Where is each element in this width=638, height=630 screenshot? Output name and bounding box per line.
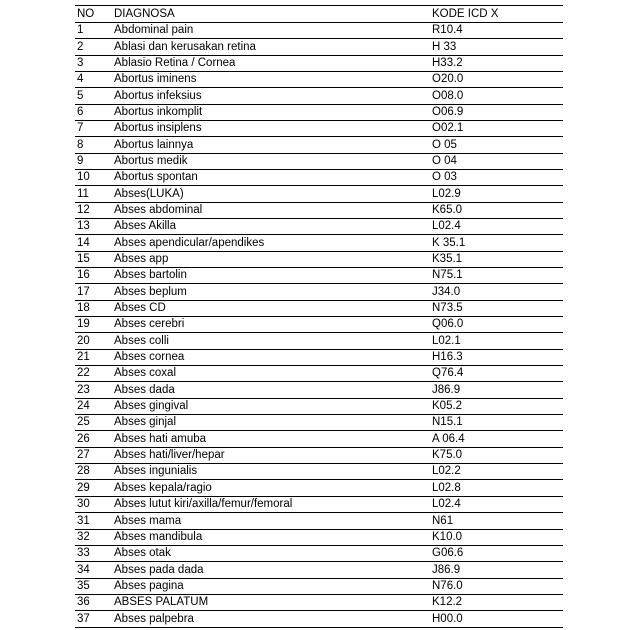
row-no: 11 xyxy=(75,186,112,202)
row-no: 14 xyxy=(75,235,112,251)
row-no: 12 xyxy=(75,202,112,218)
row-diagnosa: Abortus infeksius xyxy=(112,88,430,104)
row-no: 18 xyxy=(75,300,112,316)
row-diagnosa: Abses apendicular/apendikes xyxy=(112,235,430,251)
row-no: 17 xyxy=(75,284,112,300)
table-row xyxy=(75,447,563,463)
row-kode: A 06.4 xyxy=(430,431,563,447)
row-kode: J86.9 xyxy=(430,562,563,578)
table-body xyxy=(75,22,563,627)
header-row xyxy=(75,6,563,22)
row-no: 22 xyxy=(75,366,112,382)
row-diagnosa: Abortus medik xyxy=(112,153,430,169)
row-kode: K10.0 xyxy=(430,529,563,545)
row-diagnosa: Abortus iminens xyxy=(112,71,430,87)
row-kode: H00.0 xyxy=(430,611,563,627)
row-kode: R10.4 xyxy=(430,22,563,38)
row-diagnosa: Abortus lainnya xyxy=(112,137,430,153)
row-no: 16 xyxy=(75,268,112,284)
row-no: 32 xyxy=(75,529,112,545)
row-kode: O 03 xyxy=(430,169,563,185)
table-row xyxy=(75,464,563,480)
row-kode: J34.0 xyxy=(430,284,563,300)
row-kode: L02.8 xyxy=(430,480,563,496)
table-row xyxy=(75,22,563,38)
table-row xyxy=(75,513,563,529)
row-kode: N75.1 xyxy=(430,268,563,284)
row-no: 2 xyxy=(75,39,112,55)
table-row xyxy=(75,169,563,185)
row-no: 19 xyxy=(75,317,112,333)
row-kode: O 05 xyxy=(430,137,563,153)
row-no: 8 xyxy=(75,137,112,153)
row-diagnosa: Abortus insiplens xyxy=(112,120,430,136)
row-no: 29 xyxy=(75,480,112,496)
row-kode: O06.9 xyxy=(430,104,563,120)
row-no: 35 xyxy=(75,578,112,594)
row-diagnosa: Abses CD xyxy=(112,300,430,316)
row-diagnosa: Abses pada dada xyxy=(112,562,430,578)
row-diagnosa: Abdominal pain xyxy=(112,22,430,38)
row-diagnosa: Abses abdominal xyxy=(112,202,430,218)
row-no: 36 xyxy=(75,594,112,610)
row-kode: Q06.0 xyxy=(430,317,563,333)
header-no: NO xyxy=(75,6,112,22)
row-diagnosa: Abortus inkomplit xyxy=(112,104,430,120)
row-kode: O02.1 xyxy=(430,120,563,136)
row-no: 1 xyxy=(75,22,112,38)
table-row xyxy=(75,202,563,218)
table-row xyxy=(75,268,563,284)
row-diagnosa: Abses mama xyxy=(112,513,430,529)
row-kode: K65.0 xyxy=(430,202,563,218)
table-row xyxy=(75,235,563,251)
row-diagnosa: Abses dada xyxy=(112,382,430,398)
table-row xyxy=(75,251,563,267)
row-kode: L02.1 xyxy=(430,333,563,349)
row-kode: K 35.1 xyxy=(430,235,563,251)
row-kode: L02.9 xyxy=(430,186,563,202)
row-diagnosa: Abses ginjal xyxy=(112,415,430,431)
table-row xyxy=(75,562,563,578)
table-row xyxy=(75,398,563,414)
row-no: 6 xyxy=(75,104,112,120)
table-row xyxy=(75,333,563,349)
row-diagnosa: Abses pagina xyxy=(112,578,430,594)
row-kode: Q76.4 xyxy=(430,366,563,382)
row-diagnosa: Ablasio Retina / Cornea xyxy=(112,55,430,71)
table-row xyxy=(75,55,563,71)
row-kode: K35.1 xyxy=(430,251,563,267)
row-no: 37 xyxy=(75,611,112,627)
table-row xyxy=(75,186,563,202)
row-kode: J86.9 xyxy=(430,382,563,398)
row-no: 3 xyxy=(75,55,112,71)
row-no: 5 xyxy=(75,88,112,104)
row-diagnosa: Abses otak xyxy=(112,545,430,561)
row-diagnosa: Abses mandibula xyxy=(112,529,430,545)
row-diagnosa: Abses hati amuba xyxy=(112,431,430,447)
row-diagnosa: Ablasi dan kerusakan retina xyxy=(112,39,430,55)
row-no: 34 xyxy=(75,562,112,578)
table-row xyxy=(75,88,563,104)
row-diagnosa: Abses colli xyxy=(112,333,430,349)
row-no: 28 xyxy=(75,464,112,480)
row-diagnosa: ABSES PALATUM xyxy=(112,594,430,610)
row-kode: N61 xyxy=(430,513,563,529)
table-row xyxy=(75,218,563,234)
row-no: 24 xyxy=(75,398,112,414)
row-no: 13 xyxy=(75,218,112,234)
table-row xyxy=(75,71,563,87)
row-no: 20 xyxy=(75,333,112,349)
table-row xyxy=(75,39,563,55)
row-diagnosa: Abses ingunialis xyxy=(112,464,430,480)
row-diagnosa: Abses palpebra xyxy=(112,611,430,627)
row-diagnosa: Abses cornea xyxy=(112,349,430,365)
table-row xyxy=(75,349,563,365)
table-row xyxy=(75,611,563,627)
row-no: 30 xyxy=(75,496,112,512)
row-kode: G06.6 xyxy=(430,545,563,561)
table-row xyxy=(75,284,563,300)
row-diagnosa: Abses bartolin xyxy=(112,268,430,284)
row-no: 4 xyxy=(75,71,112,87)
row-diagnosa: Abses app xyxy=(112,251,430,267)
row-diagnosa: Abses gingival xyxy=(112,398,430,414)
row-diagnosa: Abortus spontan xyxy=(112,169,430,185)
row-no: 10 xyxy=(75,169,112,185)
row-diagnosa: Abses(LUKA) xyxy=(112,186,430,202)
table-row xyxy=(75,153,563,169)
row-diagnosa: Abses lutut kiri/axilla/femur/femoral xyxy=(112,496,430,512)
table-row xyxy=(75,578,563,594)
row-kode: N15.1 xyxy=(430,415,563,431)
table-row xyxy=(75,137,563,153)
table-row xyxy=(75,300,563,316)
row-kode: H33.2 xyxy=(430,55,563,71)
table-row xyxy=(75,431,563,447)
row-kode: K12.2 xyxy=(430,594,563,610)
row-diagnosa: Abses beplum xyxy=(112,284,430,300)
row-diagnosa: Abses cerebri xyxy=(112,317,430,333)
table-row xyxy=(75,545,563,561)
row-kode: O20.0 xyxy=(430,71,563,87)
table-row xyxy=(75,104,563,120)
row-kode: L02.4 xyxy=(430,496,563,512)
table-row xyxy=(75,496,563,512)
row-no: 26 xyxy=(75,431,112,447)
icd-diagnosis-table xyxy=(75,6,563,628)
icd-table-sheet xyxy=(75,6,563,628)
table-row xyxy=(75,366,563,382)
row-kode: O08.0 xyxy=(430,88,563,104)
row-diagnosa: Abses Akilla xyxy=(112,218,430,234)
table-row xyxy=(75,382,563,398)
row-kode: O 04 xyxy=(430,153,563,169)
row-kode: H 33 xyxy=(430,39,563,55)
row-kode: N76.0 xyxy=(430,578,563,594)
row-no: 9 xyxy=(75,153,112,169)
row-no: 27 xyxy=(75,447,112,463)
table-row xyxy=(75,317,563,333)
row-no: 21 xyxy=(75,349,112,365)
table-row xyxy=(75,594,563,610)
row-kode: K05.2 xyxy=(430,398,563,414)
row-kode: H16.3 xyxy=(430,349,563,365)
table-row xyxy=(75,480,563,496)
row-no: 15 xyxy=(75,251,112,267)
row-kode: N73.5 xyxy=(430,300,563,316)
row-diagnosa: Abses kepala/ragio xyxy=(112,480,430,496)
row-diagnosa: Abses hati/liver/hepar xyxy=(112,447,430,463)
row-kode: K75.0 xyxy=(430,447,563,463)
table-row xyxy=(75,529,563,545)
table-row xyxy=(75,120,563,136)
row-diagnosa: Abses coxal xyxy=(112,366,430,382)
header-kode: KODE ICD X xyxy=(430,6,563,22)
row-no: 33 xyxy=(75,545,112,561)
row-kode: L02.2 xyxy=(430,464,563,480)
row-no: 23 xyxy=(75,382,112,398)
row-kode: L02.4 xyxy=(430,218,563,234)
row-no: 31 xyxy=(75,513,112,529)
table-row xyxy=(75,415,563,431)
row-no: 25 xyxy=(75,415,112,431)
row-no: 7 xyxy=(75,120,112,136)
header-diagnosa: DIAGNOSA xyxy=(112,6,430,22)
